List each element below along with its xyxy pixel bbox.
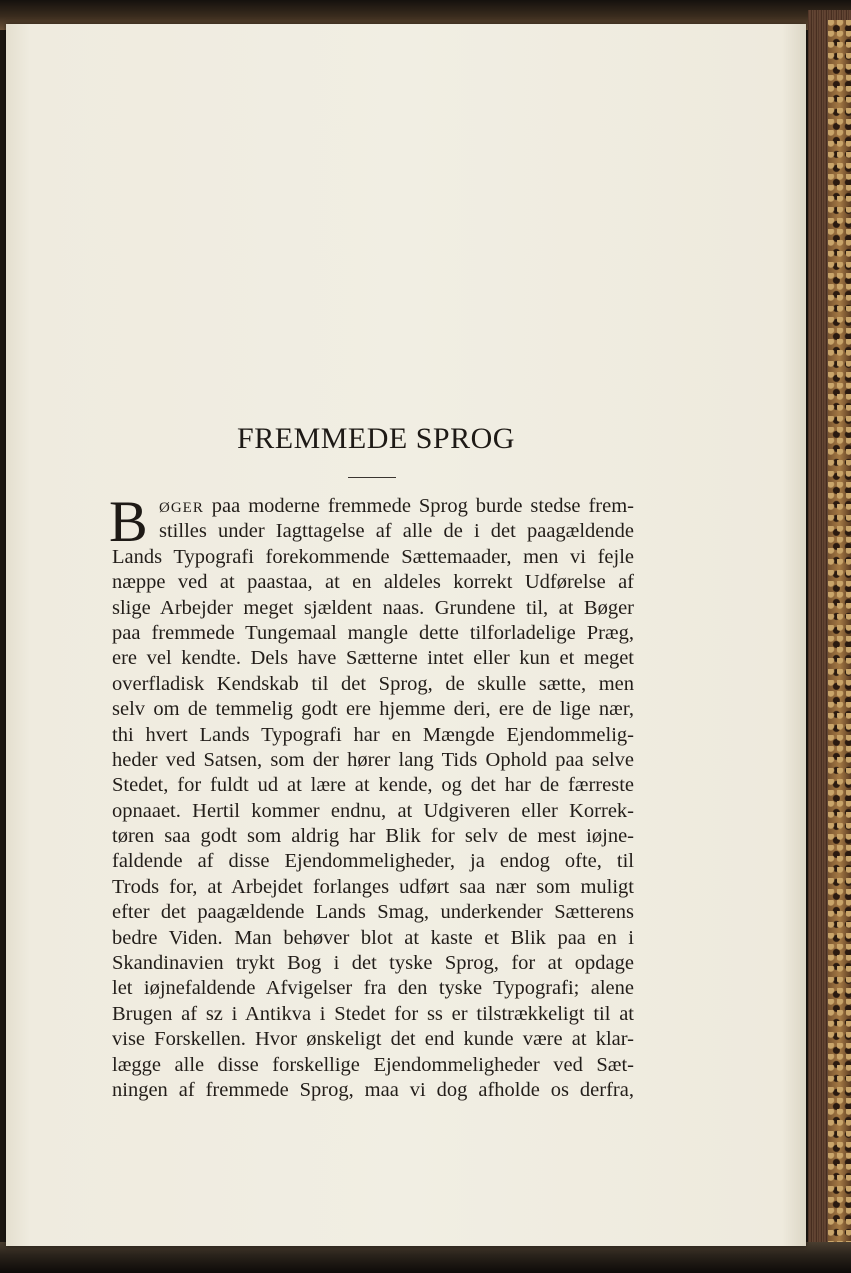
- text-line: tøren saa godt som aldrig har Blik for selv de mest iøjne-: [112, 825, 634, 848]
- text-line: paa fremmede Tungemaal mangle dette tilforladelige Præg,: [112, 621, 634, 644]
- text-line: stilles under Iagttagelse af alle de i det paagældende: [159, 520, 634, 543]
- book-cover-board: [828, 20, 851, 1250]
- text-line: thi hvert Lands Typografi har en Mængde Ejendommelig-: [112, 723, 634, 746]
- text-line: ningen af fremmede Sprog, maa vi dog afholde os derfra,: [112, 1078, 634, 1101]
- text-line: vise Forskellen. Hvor ønskeligt det end kunde være at klar-: [112, 1028, 634, 1051]
- text-line: [112, 494, 634, 519]
- text-line: Skandinavien trykt Bog i det tyske Sprog, for at opdage: [112, 952, 634, 975]
- body-text: [109, 489, 634, 1103]
- book-page: [6, 24, 806, 1246]
- text-line: lægge alle disse forskellige Ejendommeligheder ved Sæt-: [112, 1053, 634, 1076]
- heading-rule: [348, 477, 396, 478]
- drop-cap: B: [109, 489, 148, 554]
- first-line-text: paa moderne fremmede Sprog burde stedse frem-: [211, 495, 634, 517]
- text-line: selv om de temmelig godt ere hjemme deri, ere de lige nær,: [112, 698, 634, 721]
- book-binding-bottom: [0, 1242, 851, 1273]
- text-line: let iøjnefaldende Afvigelser fra den tyske Typografi; alene: [112, 977, 634, 1000]
- text-line: opnaaet. Hertil kommer endnu, at Udgiveren eller Korrek-: [112, 799, 634, 822]
- text-line: faldende af disse Ejendommeligheder, ja endog ofte, til: [112, 850, 634, 873]
- text-line: efter det paagældende Lands Smag, underkender Sætterens: [112, 901, 634, 924]
- text-line: heder ved Satsen, som der hører lang Tids Ophold paa selve: [112, 748, 634, 771]
- text-line: Lands Typografi forekommende Sættemaader, men vi fejle: [112, 545, 634, 568]
- text-line: Trods for, at Arbejdet forlanges udført saa nær som muligt: [112, 875, 634, 898]
- text-line: Stedet, for fuldt ud at lære at kende, og det har de færreste: [112, 774, 634, 797]
- text-line: Brugen af sz i Antikva i Stedet for ss er tilstrækkeligt til at: [112, 1002, 634, 1025]
- text-line: slige Arbejder meget sjældent naas. Grundene til, at Bøger: [112, 596, 634, 619]
- text-line: bedre Viden. Man behøver blot at kaste et Blik paa en i: [112, 926, 634, 949]
- text-line: næppe ved at paastaa, at en aldeles korrekt Udførelse af: [112, 571, 634, 594]
- first-word-small-caps: ØGER: [159, 500, 204, 516]
- text-line: overfladisk Kendskab til det Sprog, de skulle sætte, men: [112, 672, 634, 695]
- chapter-heading: FREMMEDE SPROG: [237, 422, 515, 455]
- text-line: ere vel kendte. Dels have Sætterne intet eller kun et meget: [112, 647, 634, 670]
